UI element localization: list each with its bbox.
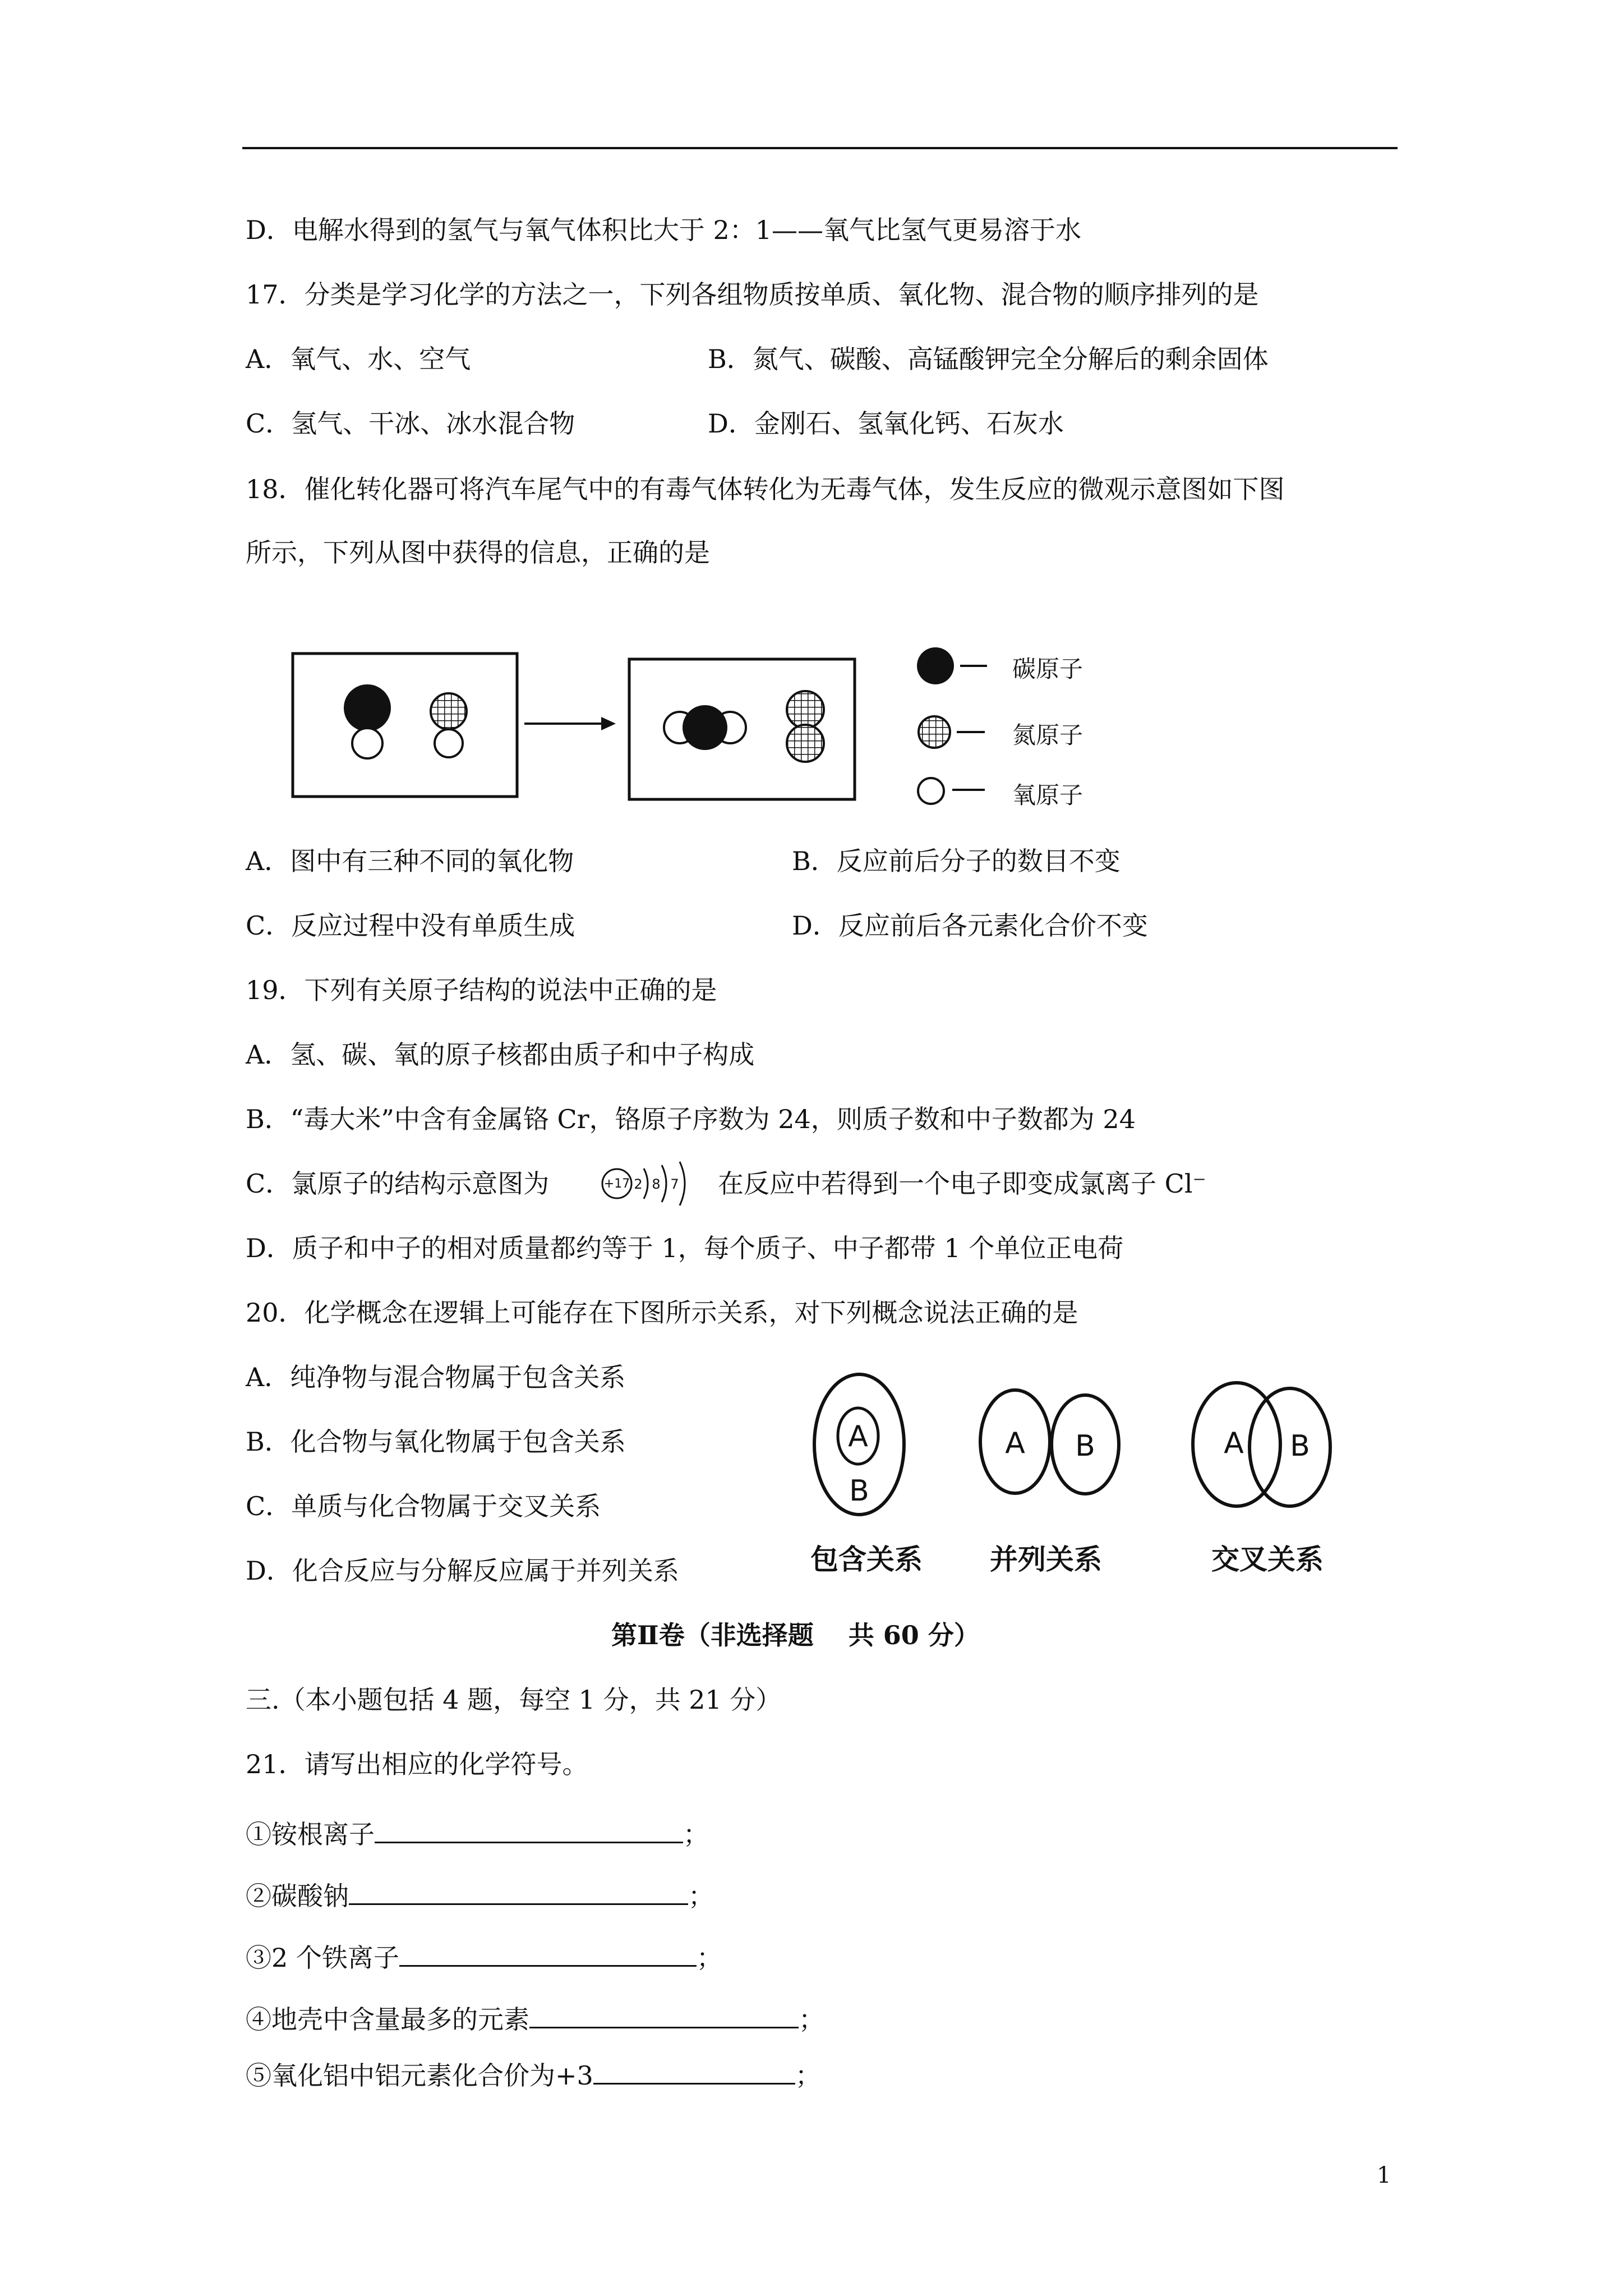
q21-item-5-label: ⑤氧化铝中铝元素化合价为+3 <box>246 2060 593 2091</box>
q19-option-b: B．“毒大米”中含有金属铬 Cr，铬原子序数为 24，则质子数和中子数都为 24 <box>246 1104 1136 1134</box>
include-label-a: A <box>848 1420 868 1453</box>
legend-nitrogen-label: 氮原子 <box>1012 721 1083 749</box>
q17-option-a: A．氧气、水、空气 <box>246 344 471 374</box>
q21-item-1-label: ①铵根离子 <box>246 1819 375 1849</box>
q17-option-d: D．金刚石、氢氧化钙、石灰水 <box>708 408 1064 439</box>
q21-item-3-label: ③2 个铁离子 <box>246 1943 399 1973</box>
q21-item-3-end: ； <box>696 1943 722 1973</box>
q16-option-d: D．电解水得到的氢气与氧气体积比大于 2：1——氧气比氢气更易溶于水 <box>246 215 1082 245</box>
q20-option-c: C．单质与化合物属于交叉关系 <box>246 1491 601 1521</box>
atom-shell-2-label: 8 <box>652 1176 661 1192</box>
q18-stem-line2: 所示，下列从图中获得的信息，正确的是 <box>246 537 710 568</box>
q21-item-5 <box>246 2056 821 2092</box>
include-relation-label: 包含关系 <box>810 1543 923 1576</box>
q19-option-d: D．质子和中子的相对质量都约等于 1，每个质子、中子都带 1 个单位正电荷 <box>246 1233 1124 1263</box>
q21-item-4 <box>246 2000 824 2036</box>
parallel-label-a: A <box>1005 1427 1025 1460</box>
atom-shell-3-label: 7 <box>670 1176 679 1192</box>
q18-option-a: A．图中有三种不同的氧化物 <box>246 846 574 876</box>
cross-label-a: A <box>1224 1427 1244 1460</box>
q21-item-2-label: ②碳酸钠 <box>246 1881 349 1911</box>
q21-item-5-end: ； <box>795 2060 821 2091</box>
q21-item-3 <box>246 1938 722 1975</box>
q21-item-4-end: ； <box>799 2004 824 2035</box>
q21-item-2 <box>246 1876 714 1913</box>
q21-item-1-end: ； <box>683 1819 709 1849</box>
q21-item-1-blank[interactable] <box>375 1815 683 1843</box>
q18-option-b: B．反应前后分子的数目不变 <box>792 846 1121 876</box>
q17-option-b: B．氮气、碳酸、高锰酸钾完全分解后的剩余固体 <box>708 344 1269 374</box>
q21-item-4-label: ④地壳中含量最多的元素 <box>246 2004 529 2035</box>
q17-stem: 17．分类是学习化学的方法之一，下列各组物质按单质、氧化物、混合物的顺序排列的是 <box>246 279 1259 310</box>
q21-item-4-blank[interactable] <box>529 2000 799 2028</box>
q20-stem: 20．化学概念在逻辑上可能存在下图所示关系，对下列概念说法正确的是 <box>246 1297 1078 1328</box>
q17-option-c: C．氢气、干冰、冰水混合物 <box>246 408 575 439</box>
legend-carbon-label: 碳原子 <box>1012 655 1083 683</box>
cross-relation-label: 交叉关系 <box>1211 1543 1324 1576</box>
q19-option-c-suffix: 在反应中若得到一个电子即变成氯离子 Cl⁻ <box>718 1168 1206 1199</box>
legend-oxygen-label: 氧原子 <box>1012 781 1083 809</box>
q21-stem: 21．请写出相应的化学符号。 <box>246 1749 588 1779</box>
q18-option-c: C．反应过程中没有单质生成 <box>246 910 575 941</box>
q18-option-d: D．反应前后各元素化合价不变 <box>792 910 1148 941</box>
section2-title: 第Ⅱ卷（非选择题 共 60 分） <box>611 1620 980 1650</box>
q21-item-1 <box>246 1815 709 1851</box>
parallel-label-b: B <box>1075 1429 1095 1463</box>
q21-item-5-blank[interactable] <box>593 2056 795 2085</box>
atom-nucleus-label: +17 <box>603 1177 630 1191</box>
q20-option-d: D．化合反应与分解反应属于并列关系 <box>246 1556 679 1586</box>
q18-stem-line1: 18．催化转化器可将汽车尾气中的有毒气体转化为无毒气体，发生反应的微观示意图如下图 <box>246 474 1285 504</box>
q19-stem: 19．下列有关原子结构的说法中正确的是 <box>246 975 717 1005</box>
q20-option-b: B．化合物与氧化物属于包含关系 <box>246 1427 626 1457</box>
q21-item-3-blank[interactable] <box>399 1938 697 1967</box>
parallel-relation-label: 并列关系 <box>990 1543 1102 1576</box>
include-label-b: B <box>849 1474 869 1508</box>
q21-item-2-blank[interactable] <box>349 1876 688 1905</box>
part3-header: 三.（本小题包括 4 题，每空 1 分，共 21 分） <box>246 1685 782 1715</box>
q21-item-2-end: ； <box>688 1881 714 1911</box>
page-number: 1 <box>1377 2162 1391 2188</box>
atom-shell-1-label: 2 <box>634 1176 643 1192</box>
q19-option-c-prefix: C．氯原子的结构示意图为 <box>246 1168 550 1199</box>
q20-option-a: A．纯净物与混合物属于包含关系 <box>246 1362 626 1392</box>
cross-label-b: B <box>1290 1429 1310 1463</box>
q19-option-a: A．氢、碳、氧的原子核都由质子和中子构成 <box>246 1039 755 1070</box>
